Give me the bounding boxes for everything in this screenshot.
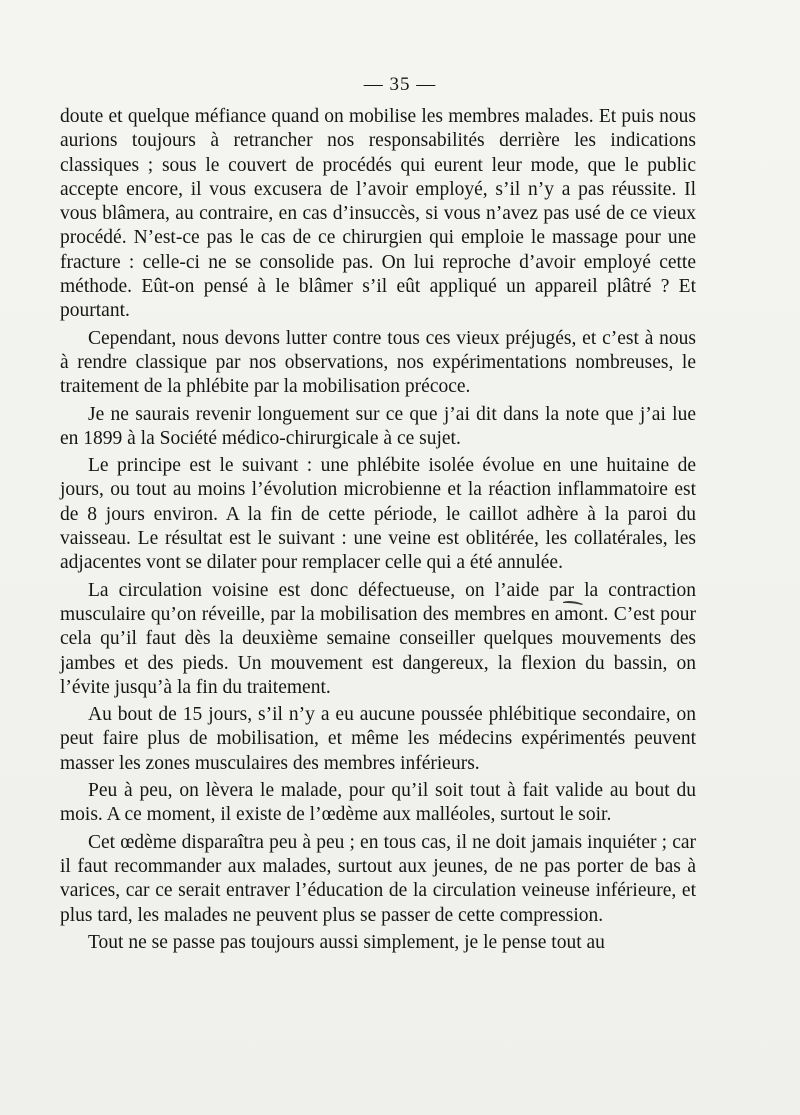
paragraph-continuation: doute et quelque méfiance quand on mobilise les membres malades. Et puis nous aurions toujours à retrancher nos responsabilités derrière les indications classiques ; sous le couvert de procédés qui eurent leur mode, que le public accepte encore, il vous excusera de l’avoir employé, s’il n’y a pas réussite. Il vous blâmera, au contraire, en cas d’insuccès, si vous n’avez pas usé de ce vieux procédé. N’est-ce pas le cas de ce chirurgien qui emploie le massage pour une fracture : celle-ci ne se consolide pas. On lui reproche d’avoir employé cette méthode. Eût-on pensé à le blâmer s’il eût appliqué un appareil plâtré ? Et pourtant.: [60, 106, 696, 322]
paragraph-lever-malade: Peu à peu, on lèvera le malade, pour qu’il soit tout à fait valide au bout du mois. A ce moment, il existe de l’œdème aux malléoles, surtout le soir.: [60, 780, 696, 826]
paragraph-prejudices: Cependant, nous devons lutter contre tous ces vieux préjugés, et c’est à nous à rendre classique par nos observations, nos expérimentations nombreuses, le traitement de la phlébite par la mobilisation précoce.: [60, 327, 696, 398]
body-text: [60, 105, 696, 955]
paragraph-principle: Le principe est le suivant : une phlébite isolée évolue en une huitaine de jours, ou tout au moins l’évolution microbienne et la réaction inflammatoire est de 8 jours environ. A la fin de cette période, le caillot adhère à la paroi du vaisseau. Le résultat est le suivant : une veine est oblitérée, les collatérales, les adjacentes vont se dilater pour remplacer celle qui a été annulée.: [60, 455, 696, 574]
paragraph-note-1899: Je ne saurais revenir longuement sur ce que j’ai dit dans la note que j’ai lue en 1899 à la Société médico-chirurgicale à ce sujet.: [60, 403, 696, 449]
paragraph-last-line: Tout ne se passe pas toujours aussi simplement, je le pense tout au: [88, 931, 605, 953]
paragraph-circulation: La circulation voisine est donc défectueuse, on l’aide par la contraction musculaire qu’on réveille, par la mobilisation des membres en amont. C’est pour cela qu’il faut dès la deuxième semaine conseiller quelques mouvements des jambes et des pieds. Un mouvement est dangereux, la flexion du bassin, on l’évite jusqu’à la fin du traitement.: [60, 579, 696, 698]
page-number: — 35 —: [363, 74, 437, 95]
paragraph-oedeme: Cet œdème disparaîtra peu à peu ; en tous cas, il ne doit jamais inquiéter ; car il faut recommander aux malades, surtout aux jeunes, de ne pas porter de bas à varices, car ce serait entraver l’éducation de la circulation veineuse inférieure, et plus tard, les malades ne peuvent plus se passer de cette compression.: [60, 831, 696, 926]
ink-mark-icon: [562, 600, 584, 606]
paragraph-fifteen-days: Au bout de 15 jours, s’il n’y a eu aucune poussée phlébitique secondaire, on peut faire plus de mobilisation, et même les médecins expérimentés peuvent masser les zones musculaires des membres inférieurs.: [60, 704, 696, 774]
